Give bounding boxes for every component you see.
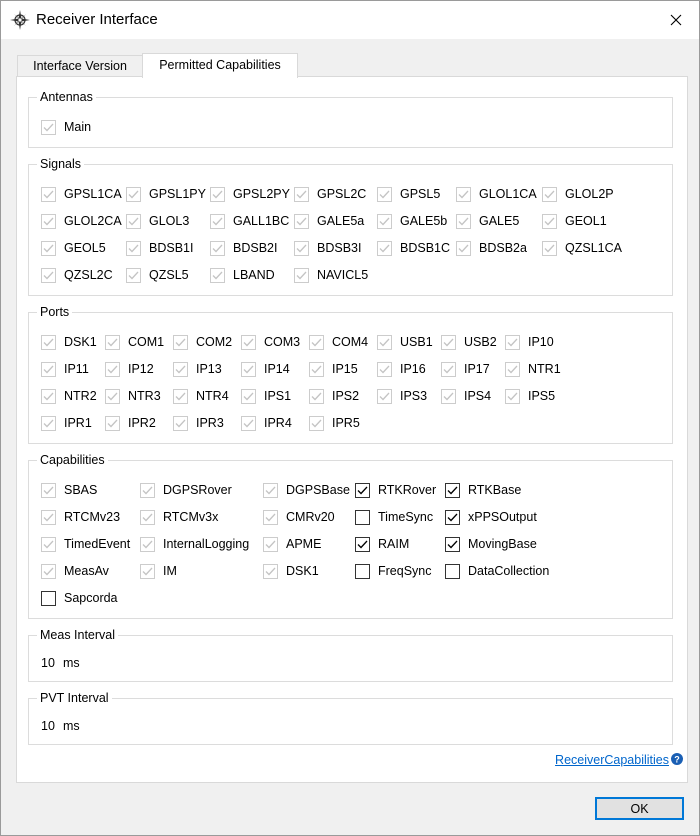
checkbox-box[interactable] <box>41 416 56 431</box>
checkbox-box[interactable] <box>210 241 225 256</box>
pvt-interval-group <box>28 691 673 745</box>
capabilities-checkbox[interactable] <box>140 482 232 498</box>
checkbox-label: IM <box>163 564 177 578</box>
checkbox-label: APME <box>286 537 322 551</box>
checkbox-label: IPS4 <box>464 389 492 403</box>
checkbox-box[interactable] <box>173 335 188 350</box>
checkbox-label: RTKBase <box>468 483 522 497</box>
ports-checkbox[interactable] <box>377 334 433 350</box>
checkbox-box[interactable] <box>41 483 56 498</box>
checkbox-label: IPR3 <box>196 416 224 430</box>
checkbox-label: GPSL5 <box>400 187 441 201</box>
checkbox-label: DGPSRover <box>163 483 232 497</box>
capabilities-checkbox[interactable] <box>41 509 120 525</box>
checkbox-label: RTKRover <box>378 483 437 497</box>
capabilities-checkbox[interactable] <box>263 563 319 579</box>
signals-checkbox[interactable] <box>126 213 189 229</box>
capabilities-checkbox[interactable] <box>445 482 521 498</box>
ports-checkbox[interactable] <box>309 388 359 404</box>
checkbox-label: BDSB2a <box>479 241 527 255</box>
checkbox-box[interactable] <box>456 214 471 229</box>
checkbox-label: GPSL1CA <box>64 187 122 201</box>
checkbox-box[interactable] <box>173 416 188 431</box>
pvt-interval-value: 10 <box>41 719 55 733</box>
capabilities-checkbox[interactable] <box>263 509 335 525</box>
checkbox-label: GLOL2CA <box>64 214 122 228</box>
signals-checkbox[interactable] <box>41 186 122 202</box>
checkbox-box[interactable] <box>309 416 324 431</box>
checkbox-label: IP16 <box>400 362 426 376</box>
checkbox-box[interactable] <box>445 510 460 525</box>
checkbox-box[interactable] <box>445 564 460 579</box>
checkbox-label: BDSB1C <box>400 241 451 255</box>
checkbox-box[interactable] <box>41 187 56 202</box>
antennas-group-title: Antennas <box>37 90 96 104</box>
ports-checkbox[interactable] <box>173 334 232 350</box>
checkbox-label: xPPSOutput <box>468 510 537 524</box>
checkbox-box[interactable] <box>505 362 520 377</box>
tab-permitted-capabilities[interactable]: Permitted Capabilities <box>142 53 298 78</box>
signals-group-title: Signals <box>37 157 84 171</box>
capabilities-checkbox[interactable] <box>140 509 218 525</box>
capabilities-checkbox[interactable] <box>355 482 436 498</box>
checkbox-box[interactable] <box>294 268 309 283</box>
ports-checkbox[interactable] <box>105 388 161 404</box>
checkbox-box[interactable] <box>542 187 557 202</box>
signals-group <box>28 157 673 296</box>
checkbox-label: RAIM <box>378 537 410 551</box>
ok-button[interactable]: OK <box>595 797 684 820</box>
signals-checkbox[interactable] <box>377 213 447 229</box>
signals-checkbox[interactable] <box>41 213 122 229</box>
ports-checkbox[interactable] <box>505 334 554 350</box>
checkbox-box[interactable] <box>456 241 471 256</box>
ports-checkbox[interactable] <box>41 361 89 377</box>
checkbox-box[interactable] <box>140 483 155 498</box>
checkbox-label: COM4 <box>332 335 369 349</box>
checkbox-box[interactable] <box>263 537 278 552</box>
checkbox-label: BDSB1I <box>149 241 194 255</box>
ports-checkbox[interactable] <box>41 415 92 431</box>
checkbox-box[interactable] <box>210 214 225 229</box>
checkbox-label: GALE5a <box>317 214 365 228</box>
ports-checkbox[interactable] <box>441 334 497 350</box>
checkbox-label: DSK1 <box>286 564 319 578</box>
checkbox-box[interactable] <box>294 187 309 202</box>
checkbox-box[interactable] <box>309 335 324 350</box>
checkbox-box[interactable] <box>173 389 188 404</box>
checkbox-label: IP14 <box>264 362 290 376</box>
checkbox-box[interactable] <box>105 362 120 377</box>
checkbox-box[interactable] <box>126 187 141 202</box>
checkbox-label: IPS1 <box>264 389 292 403</box>
checkbox-box[interactable] <box>41 214 56 229</box>
checkbox-box[interactable] <box>173 362 188 377</box>
signals-checkbox[interactable] <box>294 267 368 283</box>
capabilities-group-title: Capabilities <box>37 453 108 467</box>
checkbox-label: IP17 <box>464 362 490 376</box>
signals-checkbox[interactable] <box>377 240 450 256</box>
checkbox-box[interactable] <box>41 389 56 404</box>
signals-checkbox[interactable] <box>294 186 366 202</box>
checkbox-box[interactable] <box>441 335 456 350</box>
checkbox-label: NTR2 <box>64 389 97 403</box>
signals-checkbox[interactable] <box>210 267 275 283</box>
checkbox-label: NTR4 <box>196 389 229 403</box>
tab-interface-version[interactable]: Interface Version <box>17 55 143 77</box>
signals-checkbox[interactable] <box>210 240 277 256</box>
checkbox-label: CMRv20 <box>286 510 335 524</box>
checkbox-label: GALE5b <box>400 214 448 228</box>
capabilities-checkbox[interactable] <box>140 536 249 552</box>
checkbox-label: RTCMv23 <box>64 510 121 524</box>
checkbox-box[interactable] <box>263 564 278 579</box>
checkbox-label: MovingBase <box>468 537 537 551</box>
checkbox-label: COM2 <box>196 335 233 349</box>
capabilities-checkbox[interactable] <box>355 563 432 579</box>
checkbox-box[interactable] <box>542 214 557 229</box>
ports-checkbox[interactable] <box>173 388 229 404</box>
signals-checkbox[interactable] <box>210 186 290 202</box>
checkbox-box[interactable] <box>445 483 460 498</box>
checkbox-label: TimeSync <box>378 510 434 524</box>
checkbox-label: IPR2 <box>128 416 156 430</box>
checkbox-label: BDSB2I <box>233 241 278 255</box>
signals-checkbox[interactable] <box>126 240 193 256</box>
checkbox-label: GLOL2P <box>565 187 614 201</box>
checkbox-label: IP13 <box>196 362 222 376</box>
signals-checkbox[interactable] <box>41 267 113 283</box>
checkbox-label: GEOL1 <box>565 214 607 228</box>
ports-checkbox[interactable] <box>241 388 291 404</box>
checkbox-label: IPS5 <box>528 389 556 403</box>
checkbox-label: IP15 <box>332 362 358 376</box>
ports-checkbox[interactable] <box>505 388 555 404</box>
svg-text:?: ? <box>674 754 680 765</box>
meas-interval-group <box>28 628 673 682</box>
checkbox-label: SBAS <box>64 483 98 497</box>
checkbox-label: NTR1 <box>528 362 561 376</box>
ports-group-title: Ports <box>37 305 72 319</box>
compass-rose-icon <box>10 10 30 30</box>
ports-checkbox[interactable] <box>41 388 97 404</box>
close-button[interactable] <box>653 1 699 39</box>
checkbox-box[interactable] <box>377 187 392 202</box>
checkbox-box[interactable] <box>41 537 56 552</box>
capabilities-checkbox[interactable] <box>355 509 433 525</box>
meas-interval-title: Meas Interval <box>37 628 118 642</box>
capabilities-checkbox[interactable] <box>263 536 321 552</box>
checkbox-label: Sapcorda <box>64 591 118 605</box>
checkbox-label: FreqSync <box>378 564 432 578</box>
checkbox-label: NTR3 <box>128 389 161 403</box>
help-icon[interactable] <box>671 753 683 765</box>
checkbox-box[interactable] <box>505 335 520 350</box>
checkbox-label: IPR4 <box>264 416 292 430</box>
ports-checkbox[interactable] <box>173 415 224 431</box>
checkbox-label: COM3 <box>264 335 301 349</box>
checkbox-label: GPSL2PY <box>233 187 290 201</box>
checkbox-label: QZSL1CA <box>565 241 622 255</box>
checkbox-label: QZSL5 <box>149 268 189 282</box>
checkbox-box[interactable] <box>309 362 324 377</box>
signals-checkbox[interactable] <box>456 213 519 229</box>
pvt-interval-unit: ms <box>63 719 80 733</box>
checkbox-box[interactable] <box>140 564 155 579</box>
checkbox-box[interactable] <box>241 335 256 350</box>
checkbox-box[interactable] <box>355 483 370 498</box>
checkbox-label: COM1 <box>128 335 165 349</box>
checkbox-label: USB2 <box>464 335 497 349</box>
checkbox-box[interactable] <box>126 268 141 283</box>
ports-checkbox[interactable] <box>105 334 164 350</box>
antennas-group <box>28 90 673 148</box>
signals-checkbox[interactable] <box>210 213 289 229</box>
checkbox-box[interactable] <box>210 268 225 283</box>
checkbox-label: DSK1 <box>64 335 97 349</box>
checkbox-label: IP12 <box>128 362 154 376</box>
checkbox-box[interactable] <box>294 214 309 229</box>
checkbox-label: NAVICL5 <box>317 268 369 282</box>
checkbox-label: GPSL2C <box>317 187 367 201</box>
signals-checkbox[interactable] <box>542 213 607 229</box>
checkbox-label: IPR5 <box>332 416 360 430</box>
signals-checkbox[interactable] <box>41 240 106 256</box>
ports-checkbox[interactable] <box>441 361 490 377</box>
checkbox-label: IP11 <box>64 362 89 376</box>
receiver-capabilities-link[interactable]: ReceiverCapabilities <box>555 753 669 767</box>
checkbox-box[interactable] <box>126 214 141 229</box>
ports-checkbox[interactable] <box>41 334 97 350</box>
checkbox-box[interactable] <box>41 120 56 135</box>
capabilities-checkbox[interactable] <box>445 509 537 525</box>
checkbox-label: DataCollection <box>468 564 550 578</box>
checkbox-label: USB1 <box>400 335 433 349</box>
checkbox-label: GLOL1CA <box>479 187 537 201</box>
checkbox-box[interactable] <box>377 362 392 377</box>
capabilities-checkbox[interactable] <box>355 536 409 552</box>
antennas-checkbox[interactable] <box>41 119 91 135</box>
checkbox-label: TimedEvent <box>64 537 131 551</box>
capabilities-checkbox[interactable] <box>41 482 97 498</box>
checkbox-box[interactable] <box>41 241 56 256</box>
checkbox-label: IPS2 <box>332 389 360 403</box>
checkbox-box[interactable] <box>445 537 460 552</box>
checkbox-label: IPR1 <box>64 416 92 430</box>
ports-checkbox[interactable] <box>105 361 154 377</box>
checkbox-label: MeasAv <box>64 564 109 578</box>
checkbox-box[interactable] <box>441 389 456 404</box>
checkbox-label: GALL1BC <box>233 214 290 228</box>
checkbox-box[interactable] <box>263 510 278 525</box>
checkbox-label: IP10 <box>528 335 554 349</box>
checkbox-label: GPSL1PY <box>149 187 206 201</box>
checkbox-box[interactable] <box>377 389 392 404</box>
capabilities-group <box>28 453 673 619</box>
checkbox-label: GLOL3 <box>149 214 190 228</box>
checkbox-box[interactable] <box>241 416 256 431</box>
signals-checkbox[interactable] <box>542 240 622 256</box>
checkbox-box[interactable] <box>309 389 324 404</box>
ports-checkbox[interactable] <box>173 361 222 377</box>
checkbox-label: QZSL2C <box>64 268 113 282</box>
checkbox-box[interactable] <box>377 241 392 256</box>
checkbox-label: LBAND <box>233 268 275 282</box>
checkbox-box[interactable] <box>41 362 56 377</box>
capabilities-checkbox[interactable] <box>41 563 109 579</box>
checkbox-label: IPS3 <box>400 389 428 403</box>
checkbox-box[interactable] <box>505 389 520 404</box>
meas-interval-unit: ms <box>63 656 80 670</box>
signals-checkbox[interactable] <box>126 186 206 202</box>
ports-checkbox[interactable] <box>309 361 358 377</box>
checkbox-box[interactable] <box>441 362 456 377</box>
capabilities-checkbox[interactable] <box>41 590 118 606</box>
signals-checkbox[interactable] <box>542 186 614 202</box>
checkbox-label: GALE5 <box>479 214 520 228</box>
checkbox-box[interactable] <box>41 564 56 579</box>
meas-interval-value: 10 <box>41 656 55 670</box>
ports-checkbox[interactable] <box>241 334 300 350</box>
signals-checkbox[interactable] <box>456 240 527 256</box>
title-bar <box>1 1 699 39</box>
checkbox-box[interactable] <box>105 389 120 404</box>
signals-checkbox[interactable] <box>294 213 364 229</box>
ports-group <box>28 305 673 444</box>
signals-checkbox[interactable] <box>456 186 537 202</box>
capabilities-checkbox[interactable] <box>41 536 130 552</box>
checkbox-box[interactable] <box>241 362 256 377</box>
ports-checkbox[interactable] <box>309 334 368 350</box>
checkbox-box[interactable] <box>542 241 557 256</box>
checkbox-box[interactable] <box>105 416 120 431</box>
close-icon <box>670 14 682 26</box>
pvt-interval-title: PVT Interval <box>37 691 112 705</box>
checkbox-label: InternalLogging <box>163 537 250 551</box>
ports-checkbox[interactable] <box>505 361 561 377</box>
ports-checkbox[interactable] <box>241 361 290 377</box>
signals-checkbox[interactable] <box>294 240 361 256</box>
permitted-capabilities-panel <box>16 76 688 783</box>
checkbox-box[interactable] <box>41 335 56 350</box>
checkbox-label: DGPSBase <box>286 483 350 497</box>
checkbox-label: GEOL5 <box>64 241 106 255</box>
ports-checkbox[interactable] <box>309 415 360 431</box>
capabilities-checkbox[interactable] <box>140 563 177 579</box>
checkbox-box[interactable] <box>377 214 392 229</box>
ports-checkbox[interactable] <box>441 388 491 404</box>
checkbox-box[interactable] <box>355 564 370 579</box>
checkbox-box[interactable] <box>126 241 141 256</box>
checkbox-box[interactable] <box>241 389 256 404</box>
checkbox-box[interactable] <box>105 335 120 350</box>
signals-checkbox[interactable] <box>126 267 189 283</box>
ports-checkbox[interactable] <box>377 361 426 377</box>
capabilities-checkbox[interactable] <box>445 563 549 579</box>
checkbox-box[interactable] <box>41 510 56 525</box>
window-title: Receiver Interface <box>36 11 158 28</box>
signals-checkbox[interactable] <box>377 186 440 202</box>
ports-checkbox[interactable] <box>105 415 156 431</box>
checkbox-box[interactable] <box>355 510 370 525</box>
checkbox-box[interactable] <box>41 268 56 283</box>
capabilities-checkbox[interactable] <box>263 482 350 498</box>
checkbox-label: BDSB3I <box>317 241 362 255</box>
ports-checkbox[interactable] <box>377 388 427 404</box>
ports-checkbox[interactable] <box>241 415 292 431</box>
checkbox-box[interactable] <box>210 187 225 202</box>
checkbox-label: Main <box>64 120 92 134</box>
checkbox-box[interactable] <box>456 187 471 202</box>
checkbox-box[interactable] <box>294 241 309 256</box>
checkbox-box[interactable] <box>355 537 370 552</box>
checkbox-box[interactable] <box>140 510 155 525</box>
checkbox-box[interactable] <box>377 335 392 350</box>
checkbox-box[interactable] <box>263 483 278 498</box>
capabilities-checkbox[interactable] <box>445 536 537 552</box>
checkbox-box[interactable] <box>41 591 56 606</box>
checkbox-box[interactable] <box>140 537 155 552</box>
checkbox-label: RTCMv3x <box>163 510 219 524</box>
